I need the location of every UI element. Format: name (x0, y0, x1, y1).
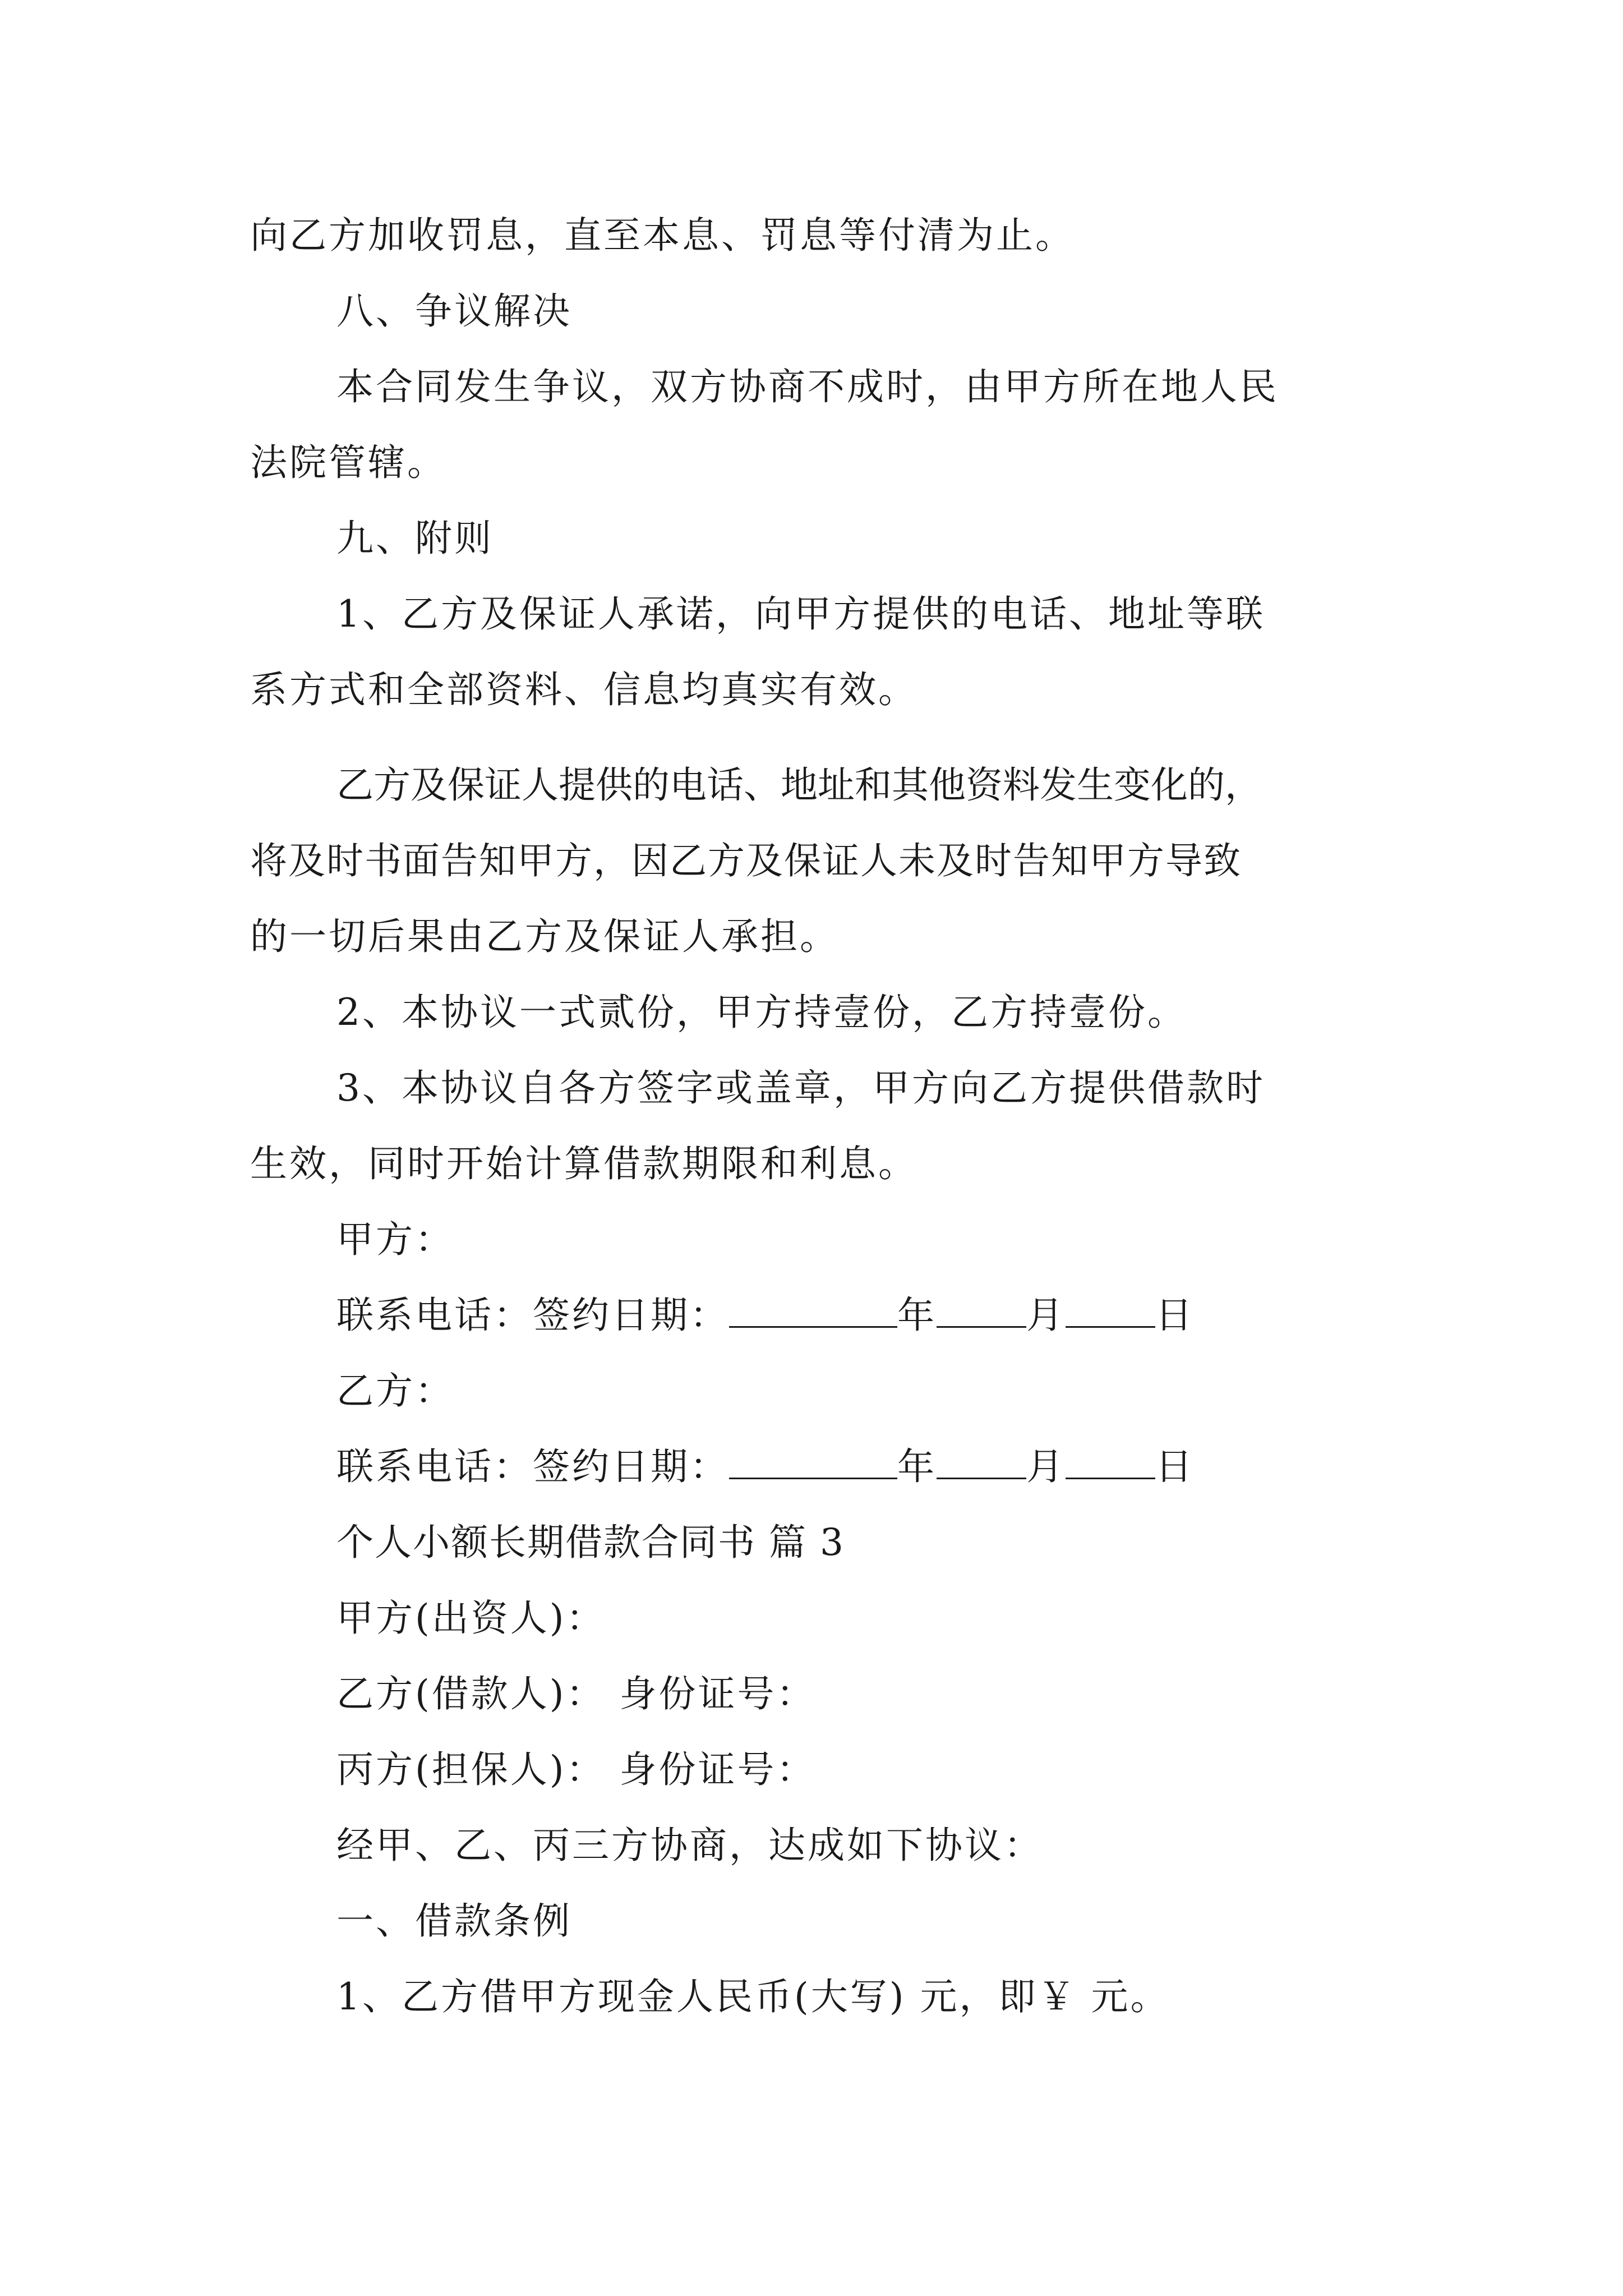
paragraph-line: 经甲、乙、丙三方协商，达成如下协议： (336, 1824, 1043, 1867)
day-blank (1066, 1443, 1155, 1479)
month-blank (937, 1443, 1026, 1479)
paragraph-line: 本合同发生争议，双方协商不成时，由甲方所在地人民 (336, 365, 1279, 408)
paragraph-line: 将及时书面告知甲方，因乙方及保证人未及时告知甲方导致 (250, 839, 1242, 882)
party-a-label: 甲方： (336, 1218, 454, 1261)
paragraph-line: 1、乙方借甲方现金人民币(大写) 元，即￥ 元。 (336, 1975, 1170, 2018)
signature-label: 联系电话：签约日期： (336, 1445, 729, 1488)
party-b-borrower: 乙方(借款人)： 身份证号： (336, 1672, 816, 1715)
paragraph-line: 1、乙方及保证人承诺，向甲方提供的电话、地址等联 (336, 592, 1265, 636)
year-label: 年 (897, 1445, 937, 1488)
signature-line-b (336, 1442, 1195, 1492)
signature-label: 联系电话：签约日期： (336, 1294, 729, 1337)
section-title: 个人小额长期借款合同书 篇 3 (336, 1521, 845, 1564)
paragraph-line: 的一切后果由乙方及保证人承担。 (250, 915, 839, 958)
party-c-guarantor: 丙方(担保人)： 身份证号： (336, 1748, 816, 1791)
paragraph-line: 生效，同时开始计算借款期限和利息。 (250, 1142, 917, 1185)
day-label: 日 (1155, 1294, 1195, 1337)
party-a-funder: 甲方(出资人)： (336, 1596, 606, 1640)
month-label: 月 (1026, 1445, 1066, 1488)
day-label: 日 (1155, 1445, 1195, 1488)
signature-line-a (336, 1290, 1195, 1341)
year-blank (729, 1443, 897, 1479)
year-blank (729, 1291, 897, 1328)
party-b-label: 乙方： (336, 1369, 454, 1412)
paragraph-line: 法院管辖。 (250, 441, 446, 484)
section-heading: 九、附则 (336, 517, 494, 560)
section-heading: 一、借款条例 (336, 1899, 572, 1943)
paragraph-line: 系方式和全部资料、信息均真实有效。 (250, 668, 917, 711)
month-label: 月 (1026, 1294, 1066, 1337)
paragraph-line: 乙方及保证人提供的电话、地址和其他资料发生变化的， (336, 763, 1262, 807)
paragraph-line: 向乙方加收罚息，直至本息、罚息等付清为止。 (250, 214, 1075, 257)
section-heading: 八、争议解决 (336, 289, 572, 333)
day-blank (1066, 1291, 1155, 1328)
paragraph-line: 2、本协议一式贰份，甲方持壹份，乙方持壹份。 (336, 991, 1187, 1034)
year-label: 年 (897, 1294, 937, 1337)
paragraph-line: 3、本协议自各方签字或盖章，甲方向乙方提供借款时 (336, 1066, 1265, 1110)
month-blank (937, 1291, 1026, 1328)
